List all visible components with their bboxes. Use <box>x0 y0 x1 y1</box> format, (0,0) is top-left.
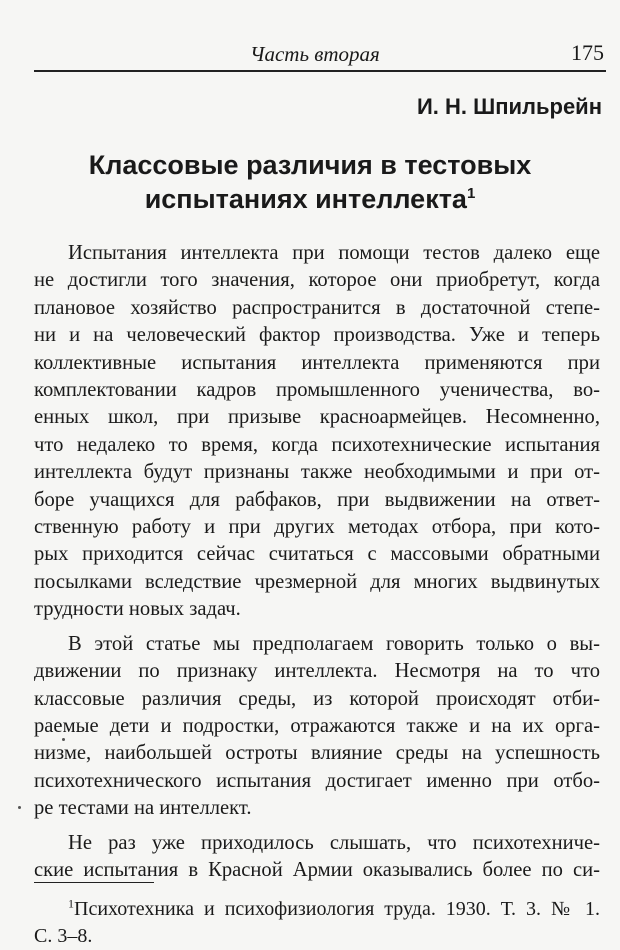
text-line: движении по признаку интеллекта. Несмотря на то что <box>34 660 600 683</box>
title-line-1: Классовые различия в тестовых <box>88 150 532 180</box>
footnote-text-1: Психотехника и психофизиология труда. 1930. Т. 3. № 1. <box>74 898 600 920</box>
text-line: Не раз уже приходилось слышать, что психотехниче- <box>68 831 600 854</box>
title-footnote-marker: 1 <box>466 185 476 202</box>
text-line: посылками вследствие чрезмерной для многих выдвинутых <box>34 570 600 593</box>
text-line: раемые дети и подростки, отражаются также и на их орга- <box>34 714 600 737</box>
text-line: ские испытания в Красной Армии оказывались более по си- <box>34 858 600 881</box>
text-line: коллективные испытания интеллекта применяются при <box>34 351 600 374</box>
article-title <box>60 148 560 216</box>
title-line-2 <box>60 182 560 216</box>
footnote <box>34 896 600 950</box>
text-line: Испытания интеллекта при помощи тестов далеко еще <box>68 242 600 264</box>
text-line: низме, наибольшей остроты влияние среды на успешность <box>34 742 600 765</box>
text-line: не достигли того значения, которое они приобретут, когда <box>34 269 600 292</box>
text-line: енных школ, при призыве красноармейцев. Несомненно, <box>34 406 600 429</box>
running-title: Часть вторая <box>250 42 380 66</box>
text-line: комплектовании кадров промышленного ученичества, во- <box>34 379 600 402</box>
text-line: боре учащихся для рабфаков, при выдвижении на ответ- <box>34 488 600 511</box>
text-line: В этой статье мы предполагаем говорить только о вы- <box>68 632 600 655</box>
footnote-divider <box>34 882 154 883</box>
running-header <box>34 38 606 72</box>
text-line: плановое хозяйство распространится в достаточной степе- <box>34 296 600 319</box>
scan-speck <box>18 806 21 809</box>
text-line: трудности новых задач. <box>34 598 241 621</box>
text-line: ственную работу и при других методах отбора, при кото- <box>34 516 600 539</box>
footnote-line-2: С. 3–8. <box>34 925 93 947</box>
footnote-marker: 1 <box>68 896 74 911</box>
text-line: что недалеко то время, когда психотехнические испытания <box>34 433 600 456</box>
text-line: классовые различия среды, из которой происходят отби- <box>34 687 600 710</box>
text-line: интеллекта будут признаны также необходимыми и при от- <box>34 461 600 484</box>
title-line-2-text: испытаниях интеллекта <box>144 184 467 214</box>
text-line: рых приходится сейчас считаться с массовыми обратными <box>34 543 600 566</box>
author-name: И. Н. Шпильрейн <box>416 94 602 119</box>
scan-speck <box>62 738 65 741</box>
article-body <box>34 240 600 884</box>
text-line: психотехнического испытания достигает именно при отбо- <box>34 769 600 792</box>
text-line: ре тестами на интеллект. <box>34 797 252 820</box>
text-line: ни и на человеческий фактор производства. Уже и теперь <box>34 324 600 347</box>
page-number: 175 <box>571 40 604 65</box>
footnote-line-1 <box>34 896 600 923</box>
